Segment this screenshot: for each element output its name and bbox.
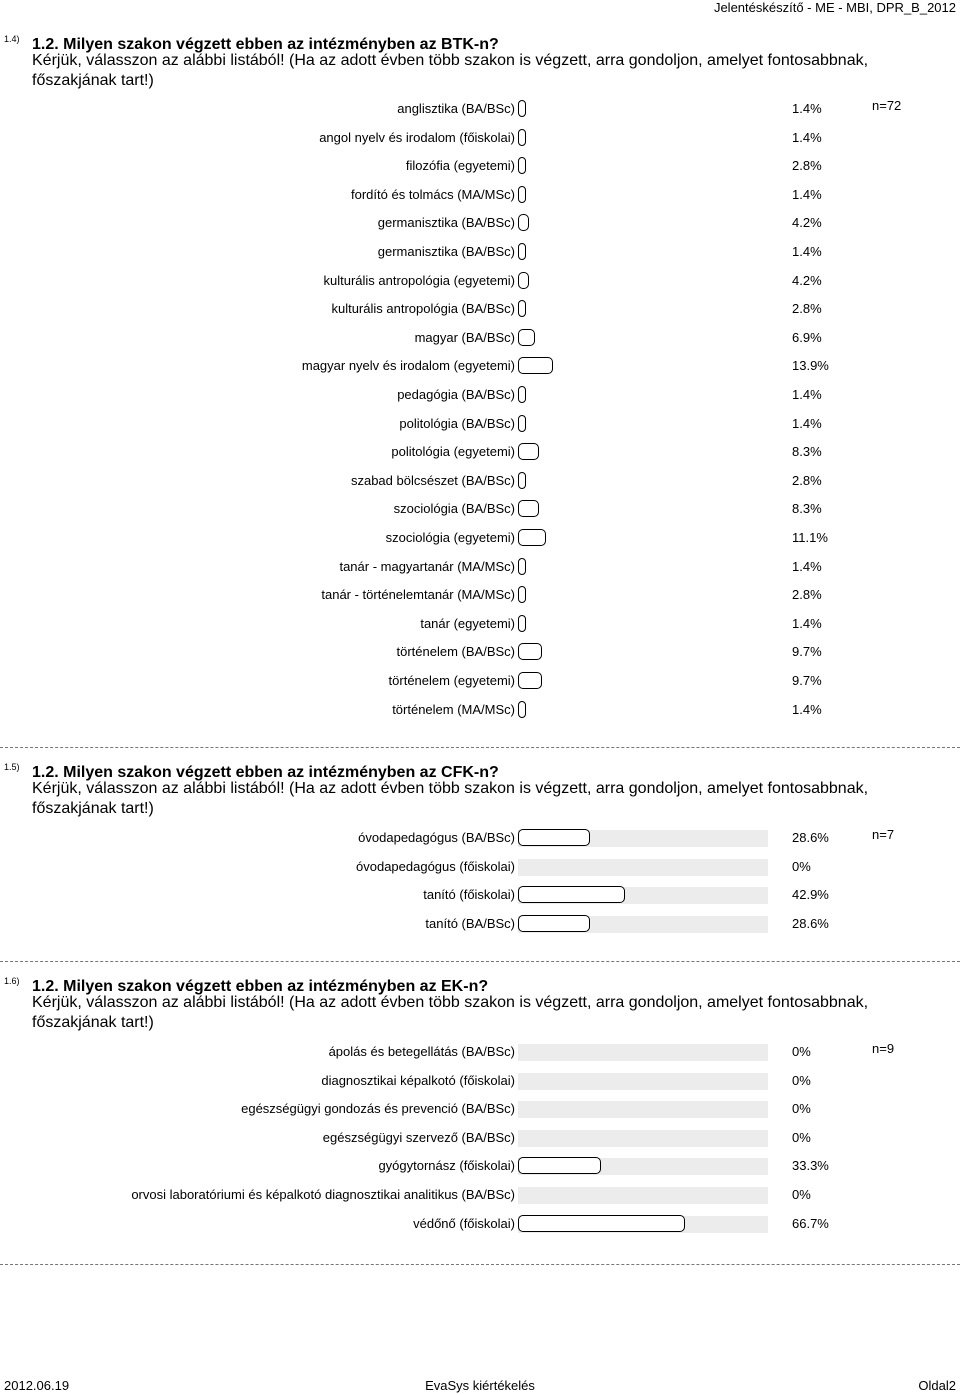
answer-row — [0, 472, 960, 492]
answer-row — [0, 1072, 960, 1092]
answer-row — [0, 1100, 960, 1120]
percentage-bar — [518, 329, 535, 346]
percentage-bar — [518, 129, 526, 146]
answer-percentage: 0% — [792, 1072, 811, 1088]
answer-label: kulturális antropológia (BA/BSc) — [331, 301, 515, 317]
question-number: 1.4) — [4, 34, 20, 44]
percentage-bar — [518, 300, 526, 317]
answer-percentage: 0% — [792, 1129, 811, 1145]
answer-label: történelem (MA/MSc) — [392, 701, 515, 717]
answer-percentage: 0% — [792, 1187, 811, 1202]
percentage-bar — [518, 472, 526, 489]
answer-percentage: 33.3% — [792, 1158, 829, 1174]
question-instructions: Kérjük, válasszon az alábbi listából! (Ha az adott évben több szakon is végzett, arra gondoljon, amelyet fontosabbnak, főszakjának tart!) — [32, 52, 869, 89]
answer-label: gyógytornász (főiskolai) — [378, 1158, 515, 1174]
question-instructions: Kérjük, válasszon az alábbi listából! (Ha az adott évben több szakon is végzett, arra gondoljon, amelyet fontosabbnak, főszakjának tart!) — [32, 994, 869, 1031]
percentage-bar — [518, 1157, 601, 1174]
answer-label: anglisztika (BA/BSc) — [397, 101, 515, 116]
answer-row — [0, 1157, 960, 1177]
answer-label: történelem (egyetemi) — [388, 673, 515, 688]
percentage-bar — [518, 586, 526, 603]
answer-label: tanár - magyartanár (MA/MSc) — [339, 558, 515, 574]
percentage-bar — [518, 443, 539, 460]
percentage-bar — [518, 915, 590, 932]
answer-row — [0, 357, 960, 377]
percentage-bar — [518, 243, 526, 260]
answer-row — [0, 558, 960, 578]
answer-percentage: 28.6% — [792, 830, 829, 845]
answer-row — [0, 329, 960, 349]
answer-label: szociológia (egyetemi) — [385, 530, 515, 545]
answer-percentage: 8.3% — [792, 444, 822, 460]
answer-label: diagnosztikai képalkotó (főiskolai) — [321, 1072, 515, 1088]
answer-row — [0, 415, 960, 435]
answer-label: germanisztika (BA/BSc) — [377, 244, 515, 259]
answer-row — [0, 672, 960, 692]
answer-row — [0, 500, 960, 520]
answer-label: angol nyelv és irodalom (főiskolai) — [319, 129, 515, 145]
percentage-bar — [518, 272, 529, 289]
question-number: 1.6) — [4, 976, 20, 986]
answer-row — [0, 915, 960, 935]
bar-track — [518, 859, 768, 876]
answer-label: fordító és tolmács (MA/MSc) — [351, 186, 515, 202]
answer-percentage: 1.4% — [792, 615, 822, 631]
answer-row — [0, 300, 960, 320]
response-count: n=72 — [872, 98, 902, 113]
percentage-bar — [518, 558, 526, 575]
answer-row — [0, 443, 960, 463]
answer-percentage: 66.7% — [792, 1215, 829, 1231]
answer-label: kulturális antropológia (egyetemi) — [323, 272, 515, 288]
answer-row — [0, 386, 960, 406]
answer-row — [0, 1043, 960, 1063]
response-count: n=7 — [872, 827, 895, 842]
percentage-bar — [518, 357, 553, 374]
answer-row — [0, 1215, 960, 1235]
answer-percentage: 28.6% — [792, 915, 829, 931]
answer-label: magyar nyelv és irodalom (egyetemi) — [301, 358, 515, 374]
answer-label: orvosi laboratóriumi és képalkotó diagnosztikai analitikus (BA/BSc) — [131, 1187, 515, 1202]
answer-percentage: 9.7% — [792, 673, 822, 688]
answer-row — [0, 586, 960, 606]
answer-percentage: 6.9% — [792, 329, 822, 345]
response-count: n=9 — [872, 1041, 895, 1056]
answer-row — [0, 243, 960, 263]
answer-percentage: 2.8% — [792, 587, 822, 603]
answer-percentage: 1.4% — [792, 701, 822, 717]
answer-row — [0, 643, 960, 663]
answer-row — [0, 615, 960, 635]
percentage-bar — [518, 529, 546, 546]
question-title: 1.2. Milyen szakon végzett ebben az intézményben az BTK-n? — [32, 36, 499, 53]
percentage-bar — [518, 214, 529, 231]
answer-row — [0, 1129, 960, 1149]
answer-label: szabad bölcsészet (BA/BSc) — [350, 472, 515, 488]
answer-row — [0, 214, 960, 234]
footer-center-text: EvaSys kiértékelés — [425, 1378, 535, 1393]
answer-label: szociológia (BA/BSc) — [393, 501, 515, 517]
answer-label: tanár - történelemtanár (MA/MSc) — [321, 587, 515, 603]
answer-row — [0, 129, 960, 149]
answer-label: történelem (BA/BSc) — [396, 644, 515, 660]
answer-label: pedagógia (BA/BSc) — [397, 387, 515, 402]
answer-percentage: 2.8% — [792, 301, 822, 317]
percentage-bar — [518, 672, 542, 689]
answer-label: politológia (egyetemi) — [391, 444, 515, 460]
answer-percentage: 0% — [792, 1101, 811, 1117]
answer-percentage: 2.8% — [792, 472, 822, 488]
answer-percentage: 11.1% — [792, 530, 828, 545]
question-title: 1.2. Milyen szakon végzett ebben az intézményben az CFK-n? — [32, 764, 499, 781]
answer-label: óvodapedagógus (főiskolai) — [356, 858, 515, 874]
answer-percentage: 4.2% — [792, 215, 822, 231]
percentage-bar — [518, 829, 590, 846]
report-header: Jelentéskészítő - ME - MBI, DPR_B_2012 — [713, 0, 956, 15]
bar-track — [518, 1073, 768, 1090]
answer-row — [0, 529, 960, 549]
answer-percentage: 0% — [792, 1044, 811, 1059]
percentage-bar — [518, 886, 625, 903]
answer-label: filozófia (egyetemi) — [405, 158, 515, 174]
answer-percentage: 42.9% — [792, 887, 829, 903]
section-divider — [0, 1264, 960, 1265]
percentage-bar — [518, 157, 526, 174]
question-instructions: Kérjük, válasszon az alábbi listából! (Ha az adott évben több szakon is végzett, arra gondoljon, amelyet fontosabbnak, főszakjának tart!) — [32, 780, 869, 817]
percentage-bar — [518, 615, 526, 632]
answer-label: germanisztika (BA/BSc) — [377, 215, 515, 231]
answer-row — [0, 886, 960, 906]
section-divider — [0, 961, 960, 962]
answer-label: egészségügyi szervező (BA/BSc) — [322, 1129, 515, 1145]
answer-row — [0, 186, 960, 206]
percentage-bar — [518, 500, 539, 517]
percentage-bar — [518, 386, 526, 403]
percentage-bar — [518, 415, 526, 432]
bar-track — [518, 1130, 768, 1147]
answer-label: egészségügyi gondozás és prevenció (BA/BSc) — [241, 1101, 515, 1117]
answer-label: tanár (egyetemi) — [420, 615, 515, 631]
answer-label: védőnő (főiskolai) — [413, 1215, 515, 1231]
percentage-bar — [518, 100, 526, 117]
percentage-bar — [518, 701, 526, 718]
answer-label: tanító (főiskolai) — [423, 887, 515, 903]
answer-label: magyar (BA/BSc) — [414, 329, 515, 345]
answer-percentage: 1.4% — [792, 244, 822, 259]
footer-date: 2012.06.19 — [4, 1378, 70, 1393]
answer-row — [0, 829, 960, 849]
answer-label: politológia (BA/BSc) — [399, 415, 515, 431]
answer-percentage: 1.4% — [792, 558, 822, 574]
answer-label: tanító (BA/BSc) — [425, 915, 515, 931]
bar-track — [518, 1044, 768, 1061]
answer-percentage: 8.3% — [792, 501, 822, 517]
answer-percentage: 4.2% — [792, 272, 822, 288]
answer-percentage: 9.7% — [792, 644, 822, 660]
answer-percentage: 2.8% — [792, 158, 822, 174]
answer-row — [0, 272, 960, 292]
answer-percentage: 1.4% — [792, 387, 822, 402]
answer-percentage: 1.4% — [792, 129, 822, 145]
answer-label: ápolás és betegellátás (BA/BSc) — [328, 1044, 515, 1059]
answer-percentage: 1.4% — [792, 101, 822, 116]
percentage-bar — [518, 1215, 685, 1232]
answer-percentage: 1.4% — [792, 415, 822, 431]
question-title: 1.2. Milyen szakon végzett ebben az intézményben az EK-n? — [32, 978, 489, 995]
answer-row — [0, 1186, 960, 1206]
answer-percentage: 13.9% — [792, 358, 829, 374]
answer-row — [0, 701, 960, 721]
percentage-bar — [518, 186, 526, 203]
answer-row — [0, 100, 960, 120]
answer-percentage: 1.4% — [792, 186, 822, 202]
footer-page-number: Oldal2 — [918, 1378, 956, 1393]
answer-row — [0, 858, 960, 878]
answer-label: óvodapedagógus (BA/BSc) — [358, 830, 515, 845]
answer-row — [0, 157, 960, 177]
bar-track — [518, 1101, 768, 1118]
section-divider — [0, 747, 960, 748]
question-number: 1.5) — [4, 762, 20, 772]
percentage-bar — [518, 643, 542, 660]
answer-percentage: 0% — [792, 858, 811, 874]
bar-track — [518, 1187, 768, 1204]
